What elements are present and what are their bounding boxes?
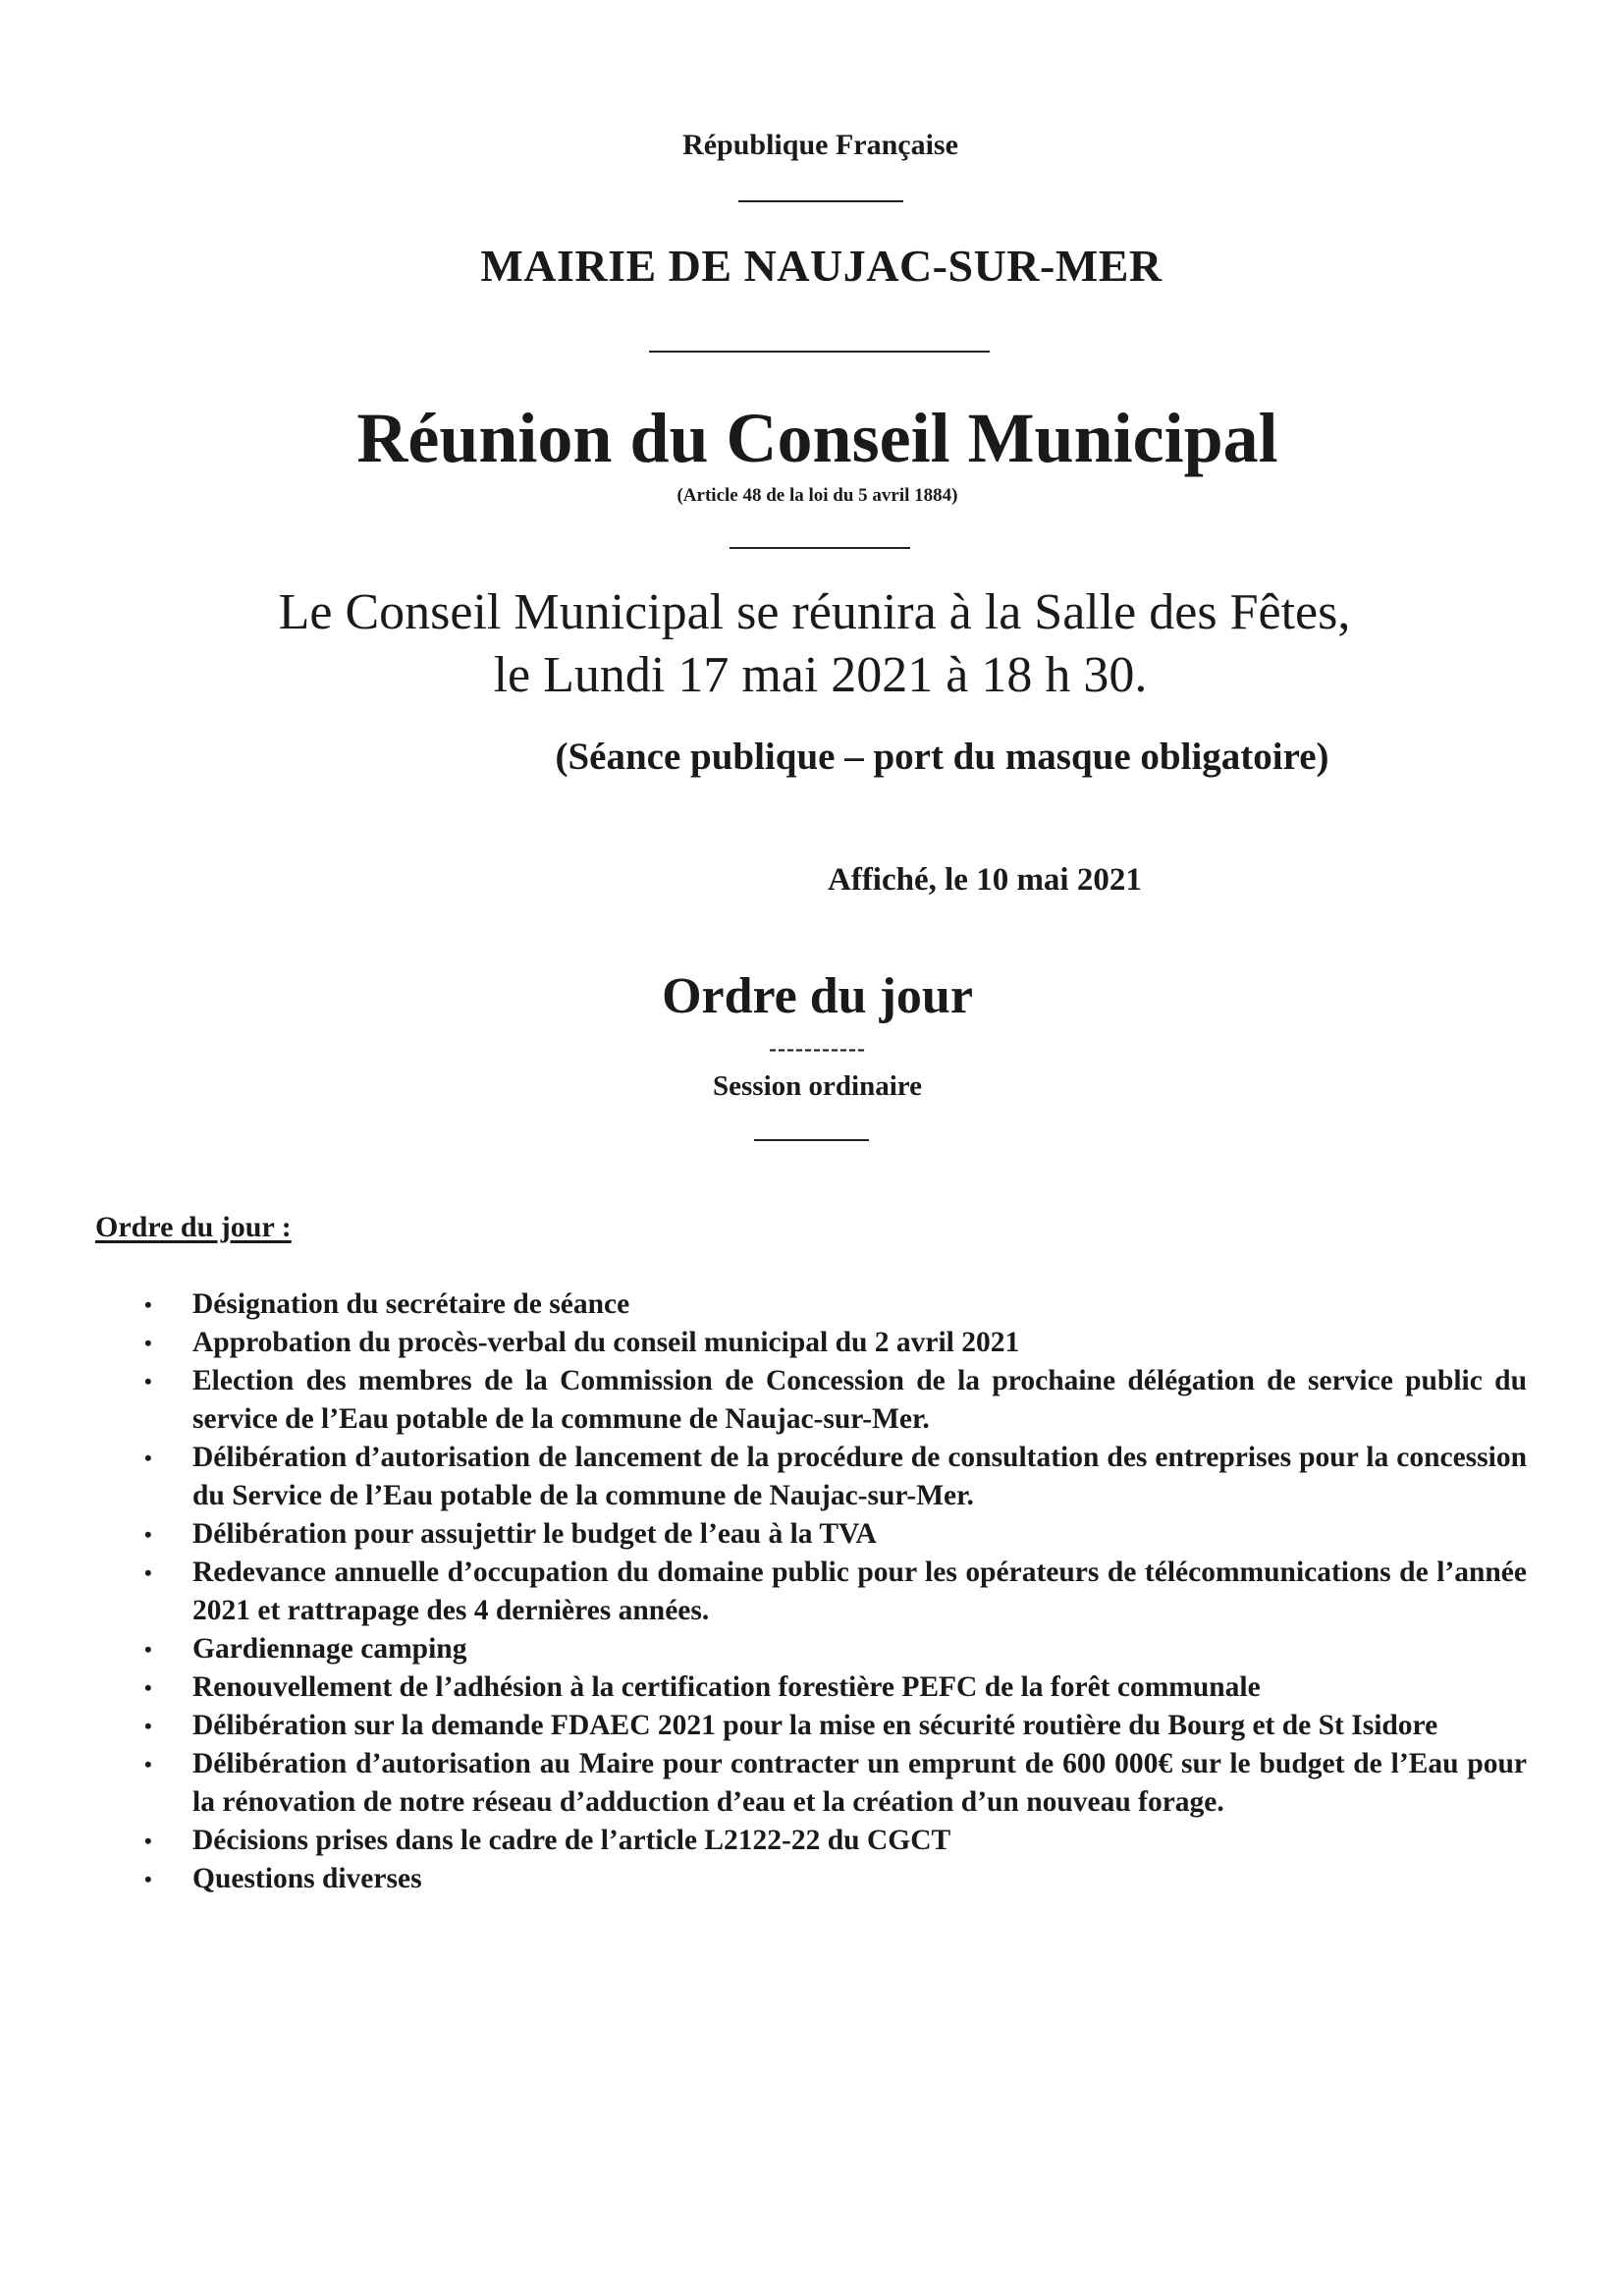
agenda-item: • Désignation du secrétaire de séance	[137, 1285, 1527, 1324]
meeting-title: Réunion du Conseil Municipal	[356, 399, 1278, 477]
seance-note: (Séance publique – port du masque obligatoire)	[555, 736, 1329, 778]
announcement-line-1: Le Conseil Municipal se réunira à la Salle des Fêtes,	[278, 584, 1351, 640]
bullet-icon: •	[144, 1637, 152, 1662]
bullet-icon: •	[144, 1714, 152, 1738]
announcement-line-2: le Lundi 17 mai 2021 à 18 h 30.	[493, 647, 1148, 703]
agenda-item: • Délibération d’autorisation de lancement de la procédure de consultation des entreprises pour la concession du Service de l’Eau potable de la commune de Naujac-sur-Mer.	[137, 1439, 1527, 1515]
agenda-item: • Gardiennage camping	[137, 1630, 1527, 1668]
bullet-icon: •	[144, 1369, 152, 1394]
bullet-icon: •	[144, 1560, 152, 1585]
agenda-item: • Délibération pour assujettir le budget de l’eau à la TVA	[137, 1515, 1527, 1554]
bullet-icon: •	[144, 1752, 152, 1777]
agenda-item: • Délibération d’autorisation au Maire pour contracter un emprunt de 600 000€ sur le budget de l’Eau pour la rénovation de notre réseau d’adduction d’eau et la création d’un nouveau forage.	[137, 1745, 1527, 1822]
meeting-announcement	[0, 581, 1623, 707]
bullet-icon: •	[144, 1446, 152, 1470]
bullet-icon: •	[144, 1522, 152, 1547]
bullet-icon: •	[144, 1867, 152, 1891]
session-type: Session ordinaire	[713, 1070, 922, 1102]
agenda-list	[137, 1285, 1527, 1898]
divider	[738, 200, 903, 202]
agenda-item: • Election des membres de la Commission de Concession de la prochaine délégation de service public du service de l’Eau potable de la commune de Naujac-sur-Mer.	[137, 1362, 1527, 1439]
divider	[649, 351, 990, 353]
agenda-item: • Approbation du procès-verbal du conseil municipal du 2 avril 2021	[137, 1324, 1527, 1362]
agenda-item: • Renouvellement de l’adhésion à la certification forestière PEFC de la forêt communale	[137, 1668, 1527, 1707]
divider	[754, 1139, 869, 1141]
legal-article-reference: (Article 48 de la loi du 5 avril 1884)	[676, 485, 958, 506]
bullet-icon: •	[144, 1331, 152, 1355]
mairie-title: MAIRIE DE NAUJAC-SUR-MER	[480, 241, 1163, 291]
agenda-title: Ordre du jour	[662, 968, 973, 1024]
divider	[730, 547, 910, 549]
bullet-icon: •	[144, 1675, 152, 1700]
agenda-item: • Questions diverses	[137, 1860, 1527, 1898]
bullet-icon: •	[144, 1292, 152, 1317]
agenda-item: • Redevance annuelle d’occupation du domaine public pour les opérateurs de télécommunications de l’année 2021 et rattrapage des 4 dernières années.	[137, 1554, 1527, 1630]
agenda-item: • Délibération sur la demande FDAEC 2021 pour la mise en sécurité routière du Bourg et de St Isidore	[137, 1707, 1527, 1745]
agenda-item: • Décisions prises dans le cadre de l’article L2122-22 du CGCT	[137, 1822, 1527, 1860]
republique-francaise: République Française	[682, 129, 958, 161]
bullet-icon: •	[144, 1829, 152, 1853]
posted-date: Affiché, le 10 mai 2021	[828, 862, 1142, 898]
dash-separator: -----------	[769, 1036, 866, 1062]
agenda-heading: Ordre du jour :	[95, 1211, 292, 1243]
